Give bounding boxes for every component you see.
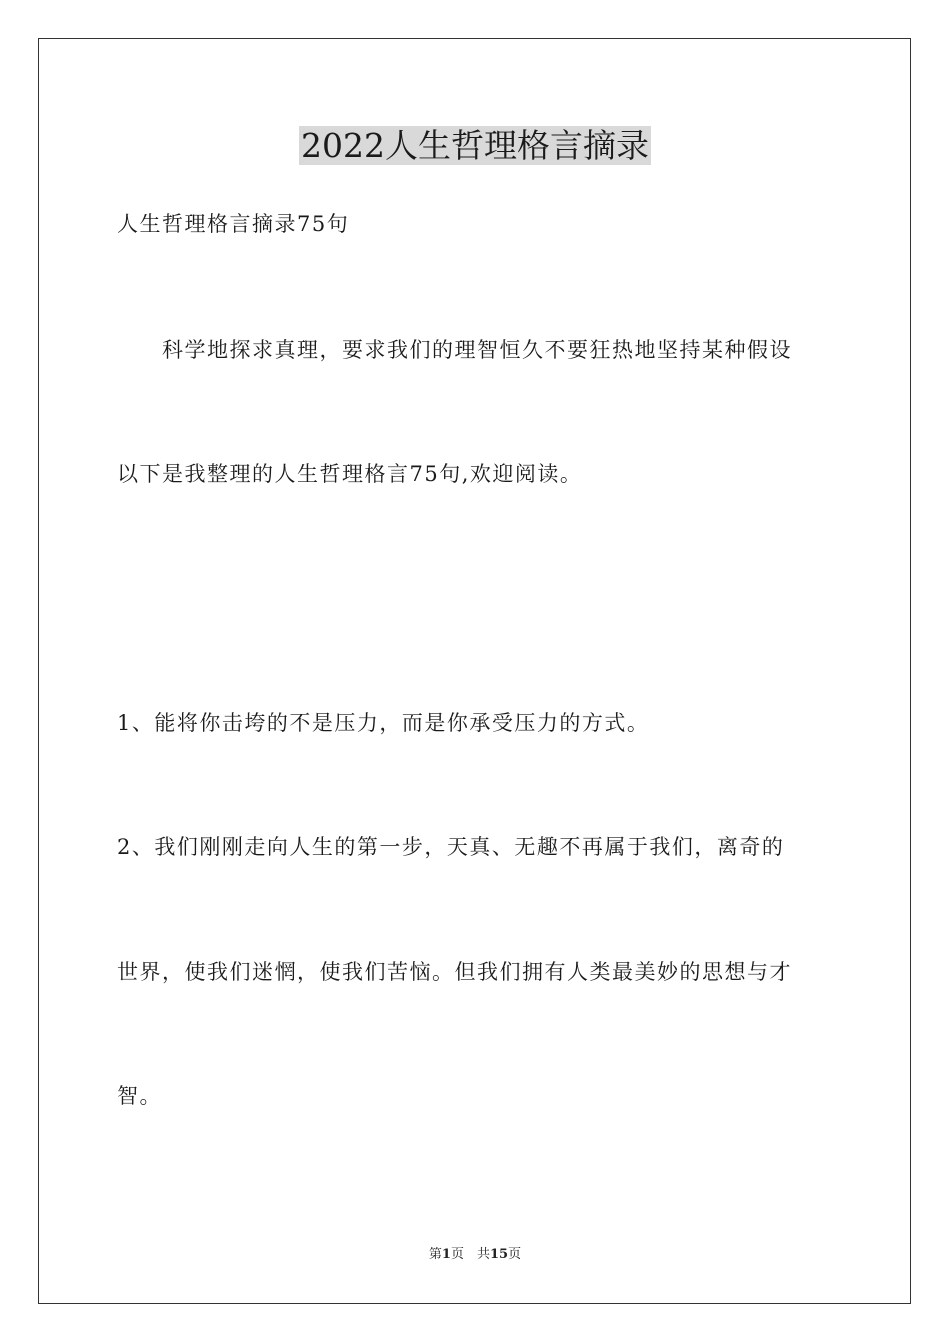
- paragraph-line-1: 科学地探求真理，要求我们的理智恒久不要狂热地坚持某种假设: [162, 338, 792, 362]
- document-subtitle: 人生哲理格言摘录75句: [117, 212, 350, 236]
- footer-page-suffix: 页: [508, 1247, 522, 1262]
- quote-2-line-2: 世界，使我们迷惘，使我们苦恼。但我们拥有人类最美妙的思想与才: [117, 960, 792, 984]
- page-footer: [0, 1246, 950, 1264]
- quote-2-line-1: 2、我们刚刚走向人生的第一步，天真、无趣不再属于我们，离奇的: [117, 835, 785, 859]
- document-title: [0, 124, 950, 168]
- footer-page-total: 15: [489, 1247, 509, 1262]
- footer-page-prefix: 第: [428, 1247, 442, 1262]
- quote-1-line-1: 1、能将你击垮的不是压力，而是你承受压力的方式。: [117, 711, 650, 735]
- paragraph-line-2: 以下是我整理的人生哲理格言75句,欢迎阅读。: [117, 462, 583, 486]
- footer-page-mid: 页 共: [450, 1247, 490, 1262]
- document-title-text: 2022人生哲理格言摘录: [301, 126, 649, 165]
- footer-page-current: 1: [441, 1247, 451, 1262]
- quote-2-line-3: 智。: [117, 1084, 162, 1108]
